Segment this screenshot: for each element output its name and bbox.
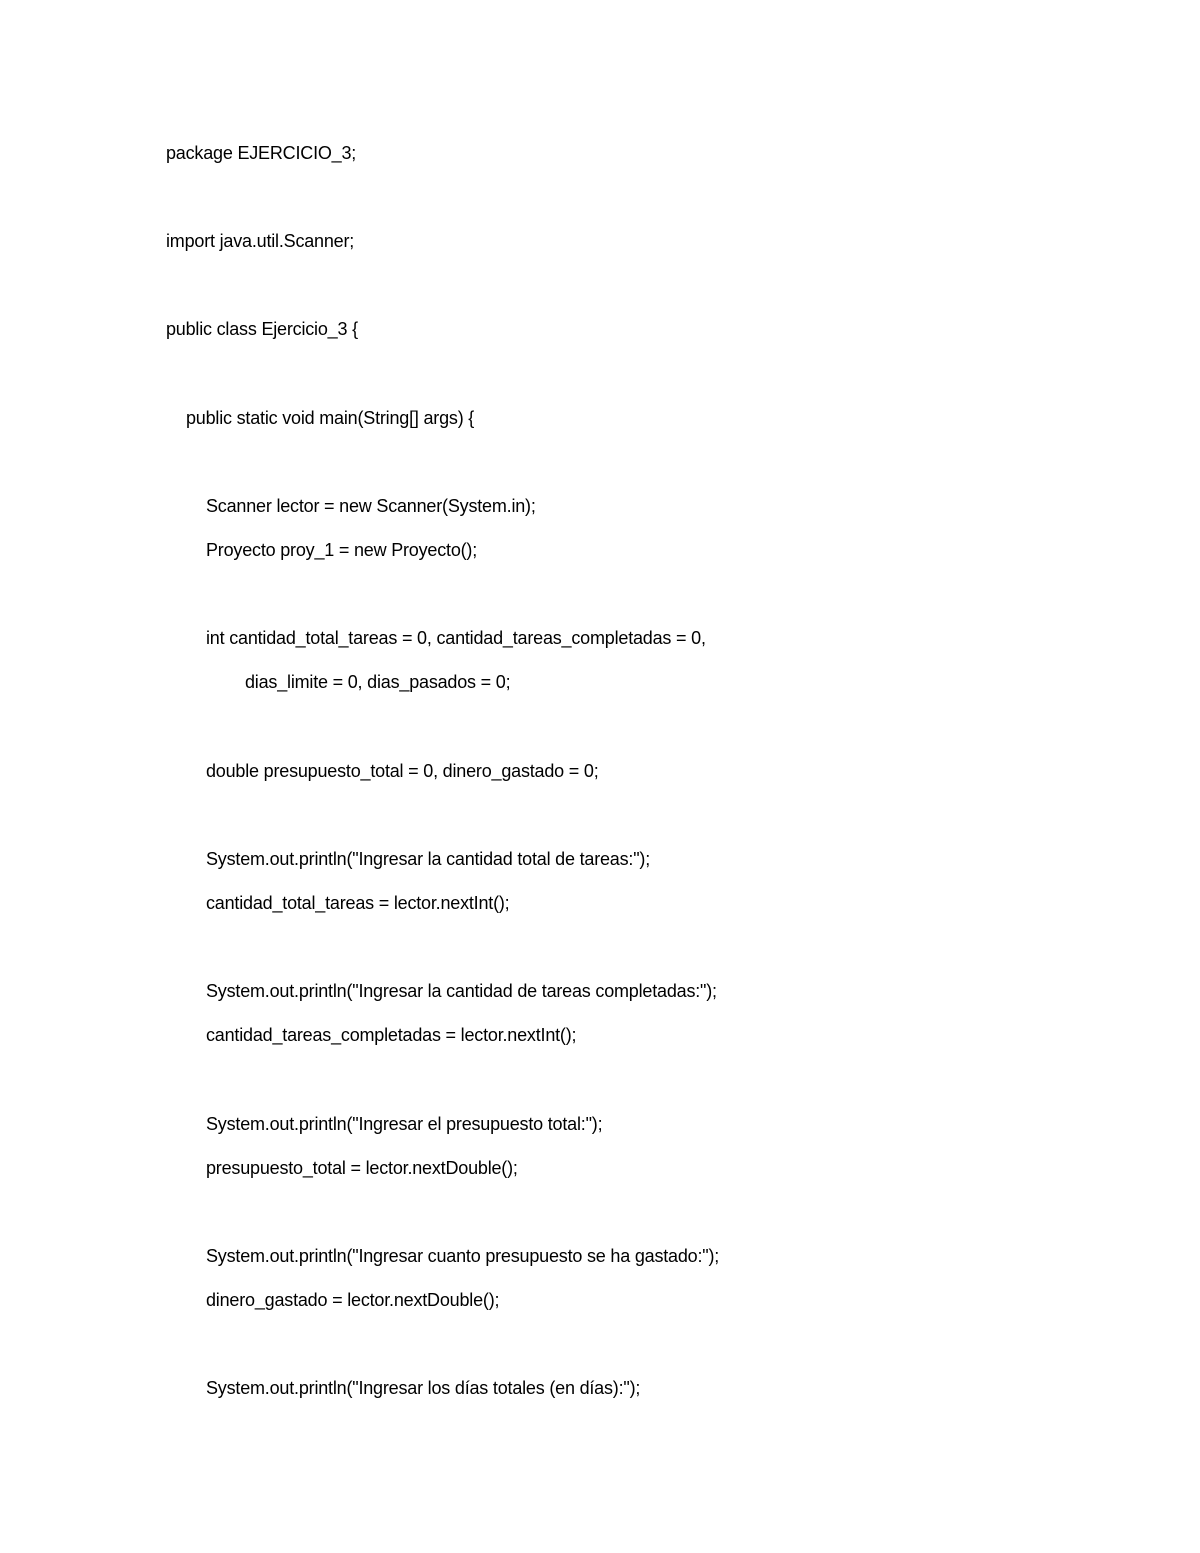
- code-line-read-gastado: dinero_gastado = lector.nextDouble();: [206, 1290, 500, 1310]
- code-line-package: package EJERCICIO_3;: [166, 143, 357, 163]
- code-line-read-total-tareas: cantidad_total_tareas = lector.nextInt();: [206, 893, 510, 913]
- code-line-import: import java.util.Scanner;: [166, 231, 355, 251]
- code-line-int-declaration: int cantidad_total_tareas = 0, cantidad_tareas_completadas = 0,: [206, 628, 706, 648]
- code-line-main-method: public static void main(String[] args) {: [186, 408, 475, 428]
- code-line-print-tareas-completadas: System.out.println("Ingresar la cantidad de tareas completadas:");: [206, 981, 717, 1001]
- code-line-proyecto: Proyecto proy_1 = new Proyecto();: [206, 540, 478, 560]
- code-line-read-tareas-completadas: cantidad_tareas_completadas = lector.nextInt();: [206, 1025, 577, 1045]
- code-line-double-declaration: double presupuesto_total = 0, dinero_gastado = 0;: [206, 761, 599, 781]
- code-line-print-presupuesto: System.out.println("Ingresar el presupuesto total:");: [206, 1114, 603, 1134]
- code-line-class-declaration: public class Ejercicio_3 {: [166, 319, 358, 339]
- code-line-print-total-tareas: System.out.println("Ingresar la cantidad total de tareas:");: [206, 849, 651, 869]
- code-line-print-gastado: System.out.println("Ingresar cuanto presupuesto se ha gastado:");: [206, 1246, 720, 1266]
- code-line-scanner: Scanner lector = new Scanner(System.in);: [206, 496, 536, 516]
- code-line-read-presupuesto: presupuesto_total = lector.nextDouble();: [206, 1158, 518, 1178]
- code-line-int-continuation: dias_limite = 0, dias_pasados = 0;: [245, 672, 511, 692]
- code-line-print-dias: System.out.println("Ingresar los días totales (en días):");: [206, 1378, 641, 1398]
